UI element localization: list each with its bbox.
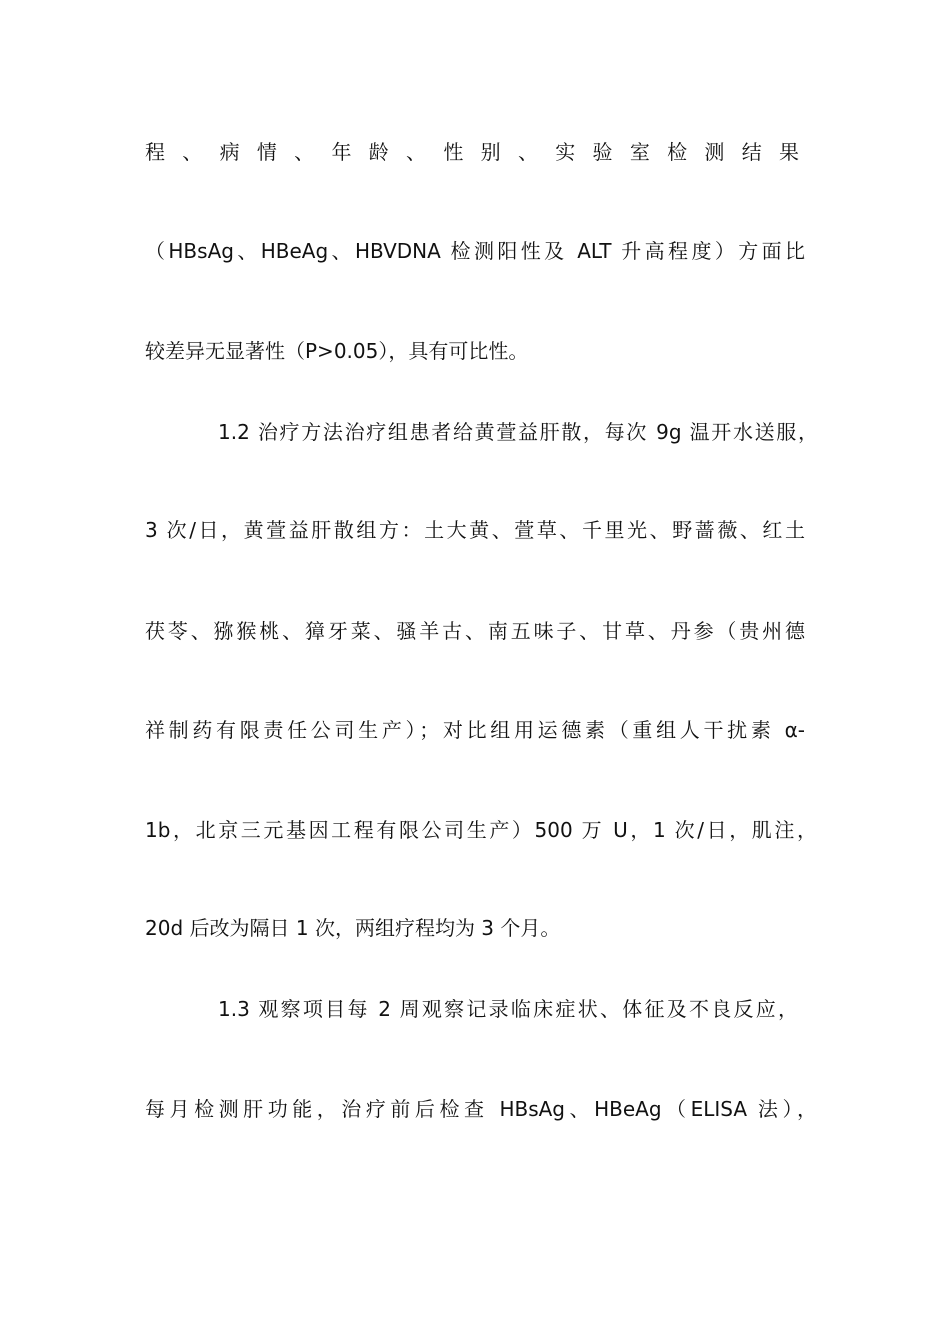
text-line-11: 每月检测肝功能，治疗前后检查 HBsAg、HBeAg（ELISA 法）， (145, 1097, 817, 1121)
text-line-8: 1b，北京三元基因工程有限公司生产）500 万 U，1 次/日，肌注， (145, 818, 817, 842)
text-line-1: 程、病情、年龄、性别、实验室检测结果 (145, 140, 805, 164)
text-line-5: 3 次/日，黄萱益肝散组方：土大黄、萱草、千里光、野蔷薇、红土 (145, 518, 805, 542)
text-line-9: 20d 后改为隔日 1 次，两组疗程均为 3 个月。 (145, 916, 561, 940)
text-line-2: （HBsAg、HBeAg、HBVDNA 检测阳性及 ALT 升高程度）方面比 (145, 239, 805, 263)
text-line-10: 1.3 观察项目每 2 周观察记录临床症状、体征及不良反应， (218, 997, 798, 1021)
text-line-6: 茯苓、猕猴桃、獐牙菜、骚羊古、南五味子、甘草、丹参（贵州德 (145, 619, 805, 643)
text-line-3: 较差异无显著性（P>0.05），具有可比性。 (145, 339, 529, 363)
text-line-7: 祥制药有限责任公司生产）；对比组用运德素（重组人干扰素 α- (145, 718, 805, 742)
text-line-4: 1.2 治疗方法治疗组患者给黄萱益肝散，每次 9g 温开水送服， (218, 420, 818, 444)
